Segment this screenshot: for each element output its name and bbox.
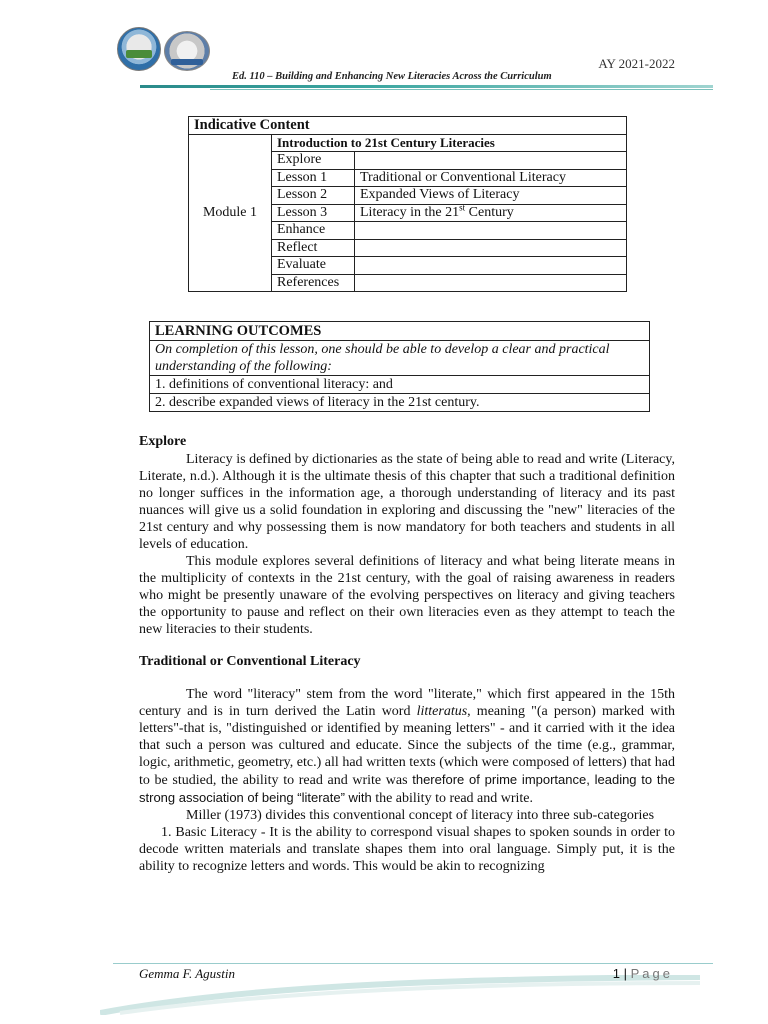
outcomes-title: LEARNING OUTCOMES bbox=[150, 322, 650, 341]
module-label: Module 1 bbox=[189, 134, 272, 292]
table-row: Lesson 3 Literacy in the 21st Century bbox=[189, 204, 627, 222]
table-row: Enhance bbox=[189, 222, 627, 240]
traditional-paragraph-1: The word "literacy" stem from the word "literate," which first appeared in the 15th century and is in turn derived the Latin word litteratus, meaning "(a person) marked with letters"-that is, "distinguished or identified by meaning letters" - and it carried with it the idea that such a person was cultured and educate. Since the subjects of the time (e.g., grammar, logic, arithmetic, geometry, etc.) all had written texts (which were composed of letters) that had to be studied, the ability to read and write was therefore of prime importance, leading to the strong association of being “literate” with the ability to read and write. bbox=[139, 687, 676, 806]
explore-paragraph-2: This module explores several definitions of literacy and what being literate means in the multiplicity of contexts in the 21st century, with the goal of raising awareness in readers who might be presently unaware of the evolving perspectives on literacy and giving teachers the opportunity to pause and reflect on their own literacies even as they attempt to teach the new literacies to their students. bbox=[139, 554, 675, 637]
table-row: Evaluate bbox=[189, 257, 627, 275]
basic-literacy-item: 1. Basic Literacy - It is the ability to correspond visual shapes to spoken sounds in order to decode written materials and translate shapes them into oral language. Simply put, it is the ability to recognize letters and words. This would be akin to recognizing bbox=[139, 825, 675, 874]
learning-outcomes-table bbox=[149, 321, 650, 412]
table-row: Explore bbox=[189, 152, 627, 170]
page-number: 1 | Page bbox=[612, 966, 673, 981]
traditional-paragraph-2: Miller (1973) divides this conventional concept of literacy into three sub-categories bbox=[186, 808, 655, 823]
module-subtitle: Introduction to 21st Century Literacies bbox=[272, 134, 627, 152]
explore-paragraph-1: Literacy is defined by dictionaries as the state of being able to read and write (Literacy, Literate, n.d.). Although it is the ultimate thesis of this chapter that such a traditional definition no longer suffices in the information age, a thorough understanding of literacy and its past nuances will give us a solid foundation in exploring and discussing the "new" literacies of the 21st century and why possessing them is now mandatory for both teachers and students in all levels of education. bbox=[139, 452, 675, 552]
table-row: Lesson 1 Traditional or Conventional Literacy bbox=[189, 169, 627, 187]
traditional-heading: Traditional or Conventional Literacy bbox=[139, 654, 361, 669]
outcome-item: 2. describe expanded views of literacy in the 21st century. bbox=[150, 394, 650, 412]
academic-year: AY 2021-2022 bbox=[598, 56, 675, 71]
outcome-item: 1. definitions of conventional literacy: and bbox=[150, 376, 650, 394]
traditional-section bbox=[139, 686, 675, 875]
university-seal-logo bbox=[117, 27, 161, 71]
footer-author: Gemma F. Agustin bbox=[139, 966, 235, 981]
indicative-title: Indicative Content bbox=[189, 117, 627, 135]
college-seal-logo bbox=[164, 31, 210, 71]
course-title: Ed. 110 – Building and Enhancing New Literacies Across the Curriculum bbox=[232, 71, 552, 82]
table-row: References bbox=[189, 274, 627, 292]
header-divider bbox=[140, 85, 713, 88]
explore-section bbox=[139, 451, 675, 638]
indicative-content-table bbox=[188, 116, 627, 292]
table-row: Reflect bbox=[189, 239, 627, 257]
header-divider-thin bbox=[210, 89, 713, 90]
table-row: Lesson 2 Expanded Views of Literacy bbox=[189, 187, 627, 205]
explore-heading: Explore bbox=[139, 434, 187, 449]
outcomes-intro: On completion of this lesson, one should be able to develop a clear and practical understanding of the following: bbox=[150, 341, 650, 376]
footer-divider bbox=[113, 963, 713, 964]
